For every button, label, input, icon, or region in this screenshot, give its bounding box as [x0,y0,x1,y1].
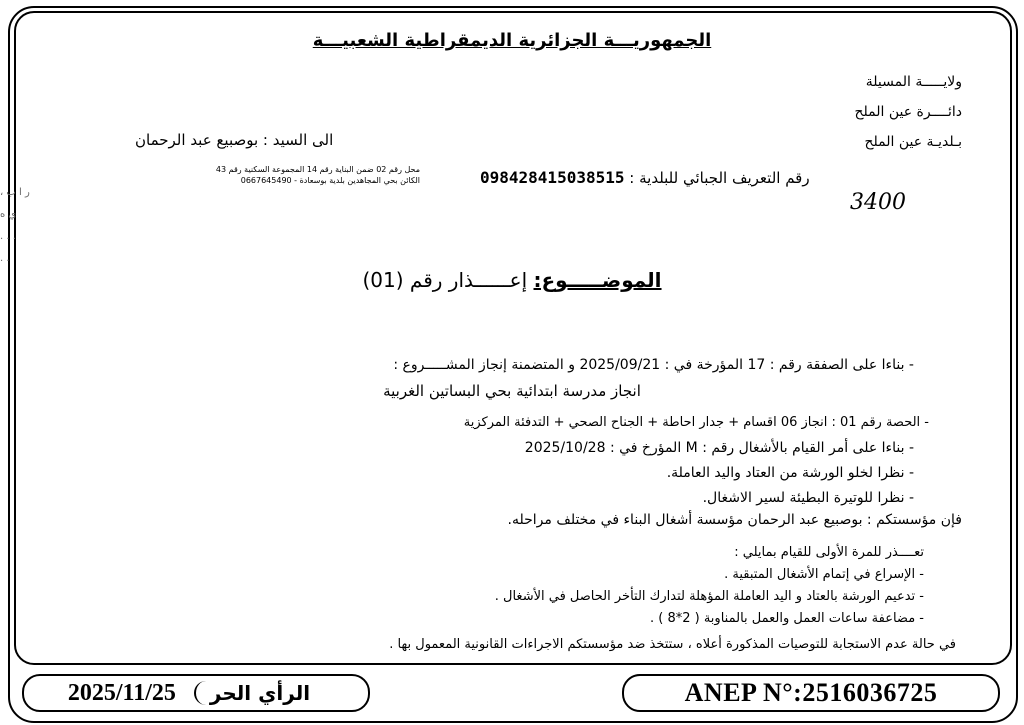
subject-text: إعــــــذار رقم (01) [362,268,528,292]
nif-label: رقم التعريف الجبائي للبلدية : [629,169,810,187]
recipient-address [60,164,420,186]
recipient-name: الى السيد : بوصبيع عبد الرحمان [135,131,334,149]
body-line-4: - نظرا للوتيرة البطيئة لسير الاشغال. [702,490,914,506]
address-line-2: الكائن بحي المجاهدين بلدية بوسعادة - 0667645490 [240,176,420,185]
document-title: الجمهوريـــة الجزائرية الديمقراطية الشعبيـــة [312,30,712,51]
daira-line: دائــــرة عين الملح [854,104,962,120]
wilaya-line: ولايـــــة المسيلة [865,74,962,90]
margin-scribble-stamp: ، ر ا ب ي ه . . . . . [0,187,30,264]
body-line-5: فإن مؤسستكم : بوصبيع عبد الرحمان مؤسسة أشغال البناء في مختلف مراحله. [507,512,962,528]
address-line-1: محل رقم 02 ضمن البناية رقم 14 المجموعة السكنية رقم 43 [215,165,420,174]
nif-line [480,168,810,187]
body-line-10: في حالة عدم الاستجابة للتوصيات المذكورة أعلاه ، ستتخذ ضد مؤسستكم الاجراءات القانونية المعمول بها . [389,637,956,652]
commune-line: بـلديـة عين الملح [864,134,962,150]
publication-box [22,674,370,712]
project-title: انجاز مدرسة ابتدائية بحي البساتين الغربية [383,382,641,400]
body-line-2: - بناءا على أمر القيام بالأشغال رقم : M المؤرخ في : 2025/10/28 [524,440,914,456]
body-line-7: - الإسراع في إتمام الأشغال المتبقية . [724,567,924,582]
body-line-8: - تدعيم الورشة بالعتاد و اليد العاملة المؤهلة لتدارك التأخر الحاصل في الأشغال . [494,589,924,604]
anep-number: ANEP N°:2516036725 [684,678,938,707]
handwritten-number: 3400 [850,190,906,215]
newspaper-name: الرأي الحر [194,681,324,705]
nif-value: 098428415038515 [480,168,625,187]
body-line-6: تعــــذر للمرة الأولى للقيام بمايلي : [734,545,924,560]
body-line-9: - مضاعفة ساعات العمل والعمل بالمناوبة ( 2*8 ) . [649,611,924,626]
lot-line: - الحصة رقم 01 : انجاز 06 اقسام + جدار احاطة + الجناح الصحي + التدفئة المركزية [463,415,929,430]
anep-box [622,674,1000,712]
body-line-1: - بناءا على الصفقة رقم : 17 المؤرخة في : 2025/09/21 و المتضمنة إنجاز المشـــــروع : [393,357,914,373]
subject-heading [0,268,1024,292]
publication-date: 2025/11/25 [67,679,176,706]
body-line-3: - نظرا لخلو الورشة من العتاد واليد العاملة. [666,465,914,481]
subject-label: الموضـــــوع: [533,268,662,292]
